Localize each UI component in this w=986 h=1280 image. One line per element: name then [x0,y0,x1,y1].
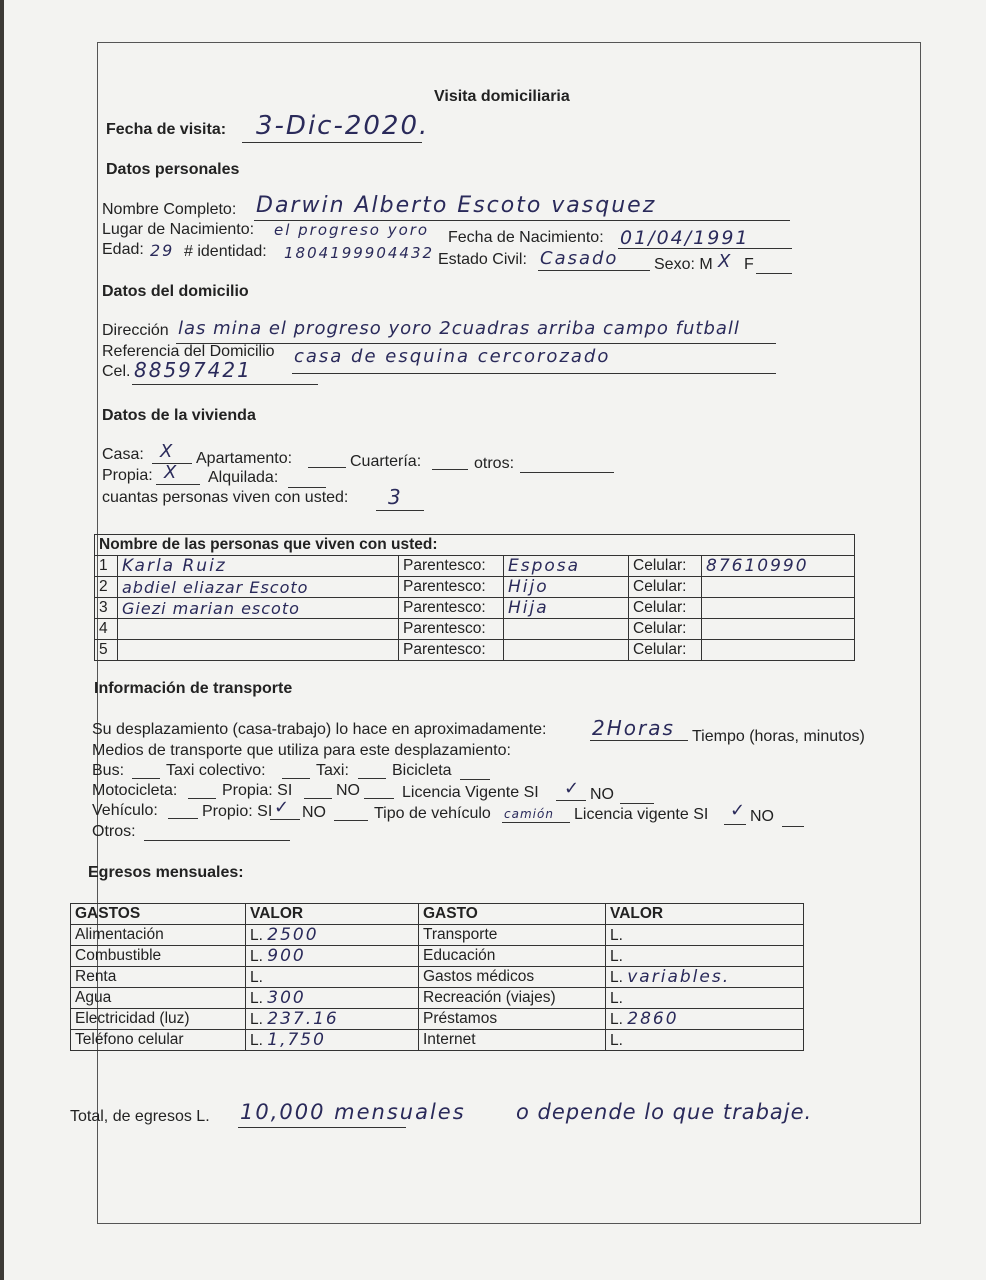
cel-value: 88597421 [134,358,252,382]
domicilio-heading: Datos del domicilio [102,283,249,300]
header-valor-2: VALOR [606,904,804,925]
medios-label: Medios de transporte que utiliza para este desplazamiento: [92,742,511,759]
otros-transporte-underline [144,840,290,841]
tipo-vehiculo-underline [502,822,570,823]
apartamento-underline [308,467,346,468]
personal-heading: Datos personales [106,161,240,178]
moto-no-label: NO [336,782,360,799]
nombre-label: Nombre Completo: [102,201,237,218]
sexo-mark: X [718,251,733,272]
civil-underline [538,270,650,271]
persona-celular [702,619,855,640]
licencia2-label: Licencia vigente SI [574,806,709,823]
valor-cell: variables. [627,967,731,987]
taxi-underline [358,778,386,779]
propia-underline [156,484,200,485]
nombre-value: Darwin Alberto Escoto vasquez [256,193,657,218]
total-label: Total, de egresos L. [70,1108,210,1125]
table-row: Renta L. Gastos médicos L. variables. [71,967,804,988]
moto-no-underline [364,798,394,799]
vehiculo-propio-mark: ✓ [274,797,292,818]
propia-label: Propia: [102,467,153,484]
fnac-underline [618,248,792,249]
vehiculo-no-underline [334,820,368,821]
licencia2-no-underline [782,826,804,827]
persona-parentesco: Esposa [504,556,629,577]
taxi-colectivo-underline [282,778,310,779]
header-gastos: GASTOS [71,904,246,925]
persona-celular [702,598,855,619]
identidad-label: # identidad: [184,243,267,260]
sexo-f-label: F [744,256,754,273]
edad-label: Edad: [102,241,144,258]
bicicleta-label: Bicicleta [392,762,452,779]
licencia2-mark: ✓ [730,800,748,821]
bus-label: Bus: [92,762,125,779]
vehiculo-propio-underline [270,819,300,820]
fnac-label: Fecha de Nacimiento: [448,229,604,246]
direccion-label: Dirección [102,322,169,339]
cuarteria-underline [432,469,468,470]
persona-name [118,640,399,661]
valor-cell: 237.16 [267,1009,339,1029]
vehiculo-label: Vehículo: [92,802,158,819]
licencia2-underline [724,824,746,825]
total-underline [238,1127,406,1128]
licencia-underline [556,800,586,801]
cuarteria-label: Cuartería: [350,453,422,470]
apartamento-label: Apartamento: [196,450,293,467]
persona-parentesco: Hijo [504,577,629,598]
fecha-underline [242,142,422,143]
bicicleta-underline [460,779,490,780]
fecha-label: Fecha de visita: [106,121,227,138]
table-row: 2 abdiel eliazar Escoto Parentesco: Hijo Celular: [95,577,855,598]
licencia-label: Licencia Vigente SI [402,784,539,801]
edad-value: 29 [150,241,175,260]
cel-label: Cel. [102,363,131,380]
tipo-vehiculo-value: camión [504,807,554,821]
persona-parentesco [504,619,629,640]
table-row: Alimentación L. 2500 Transporte L. [71,925,804,946]
sexo-label: Sexo: M [654,256,713,273]
desplazamiento-underline [590,740,688,741]
referencia-label: Referencia del Domicilio [102,343,275,360]
valor-cell: 2500 [267,925,319,945]
vivienda-heading: Datos de la vivienda [102,407,256,424]
desplazamiento-label: Su desplazamiento (casa-trabajo) lo hace en aproximadamente: [92,721,547,738]
sexo-f-underline [756,273,792,274]
valor-cell: 2860 [627,1009,679,1029]
cuantas-value: 3 [388,485,403,509]
lugar-value: el progreso yoro [274,221,430,239]
moto-propia-underline [304,798,332,799]
licencia2-no-label: NO [750,808,774,825]
persona-name: Giezi marian escoto [118,598,399,619]
table-row: 3 Giezi marian escoto Parentesco: Hija Celular: [95,598,855,619]
persona-name: abdiel eliazar Escoto [118,577,399,598]
table-row: Combustible L. 900 Educación L. [71,946,804,967]
referencia-underline [292,373,776,374]
persona-celular [702,640,855,661]
direccion-value: las mina el progreso yoro 2cuadras arriba campo futball [178,318,740,339]
taxi-label: Taxi: [316,762,349,779]
bus-underline [132,778,160,779]
civil-value: Casado [540,248,619,269]
valor-cell: 300 [267,988,306,1008]
vehiculo-no-label: NO [302,804,326,821]
personas-heading: Nombre de las personas que viven con usted: [95,535,855,556]
fnac-value: 01/04/1991 [620,227,750,249]
personas-table [94,534,855,661]
persona-parentesco [504,640,629,661]
document-page [4,0,986,1280]
moto-underline [188,798,216,799]
table-row: Teléfono celular L. 1,750 Internet L. [71,1030,804,1051]
egresos-table [70,903,804,1051]
civil-label: Estado Civil: [438,251,527,268]
casa-mark: X [160,441,175,462]
tipo-vehiculo-label: Tipo de vehículo [374,805,491,822]
persona-parentesco: Hija [504,598,629,619]
identidad-value: 1804199904432 [284,244,435,262]
header-gasto: GASTO [419,904,606,925]
table-row: 4 Parentesco: Celular: [95,619,855,640]
persona-name: Karla Ruiz [118,556,399,577]
licencia-mark: ✓ [564,778,582,799]
licencia-no-underline [620,803,654,804]
persona-name [118,619,399,640]
alquilada-label: Alquilada: [208,469,279,486]
cuantas-label: cuantas personas viven con usted: [102,489,349,506]
otros-transporte-label: Otros: [92,823,136,840]
otros-vivienda-underline [520,472,614,473]
propia-mark: X [164,462,179,483]
vehiculo-propio-label: Propio: SI [202,803,273,820]
desplazamiento-value: 2Horas [592,716,675,740]
valor-cell: 1,750 [267,1030,326,1050]
cel-underline [132,384,318,385]
moto-propia-label: Propia: SI [222,782,293,799]
form-title: Visita domiciliaria [434,88,570,105]
table-row: Electricidad (luz) L. 237.16 Préstamos L. 2860 [71,1009,804,1030]
moto-label: Motocicleta: [92,782,178,799]
table-row: Agua L. 300 Recreación (viajes) L. [71,988,804,1009]
egresos-heading: Egresos mensuales: [88,864,244,881]
licencia-no-label: NO [590,786,614,803]
lugar-label: Lugar de Nacimiento: [102,221,255,238]
desplazamiento-suffix: Tiempo (horas, minutos) [692,728,865,745]
taxi-colectivo-label: Taxi colectivo: [166,762,266,779]
casa-label: Casa: [102,446,144,463]
fecha-value: 3-Dic-2020. [256,111,430,141]
table-row: 1 Karla Ruiz Parentesco: Esposa Celular: 87610990 [95,556,855,577]
persona-celular: 87610990 [702,556,855,577]
total-note: o depende lo que trabaje. [516,1100,813,1124]
valor-cell: 900 [267,946,306,966]
persona-celular [702,577,855,598]
cuantas-underline [376,510,424,511]
referencia-value: casa de esquina cercorozado [294,346,611,367]
header-valor: VALOR [246,904,419,925]
otros-vivienda-label: otros: [474,455,515,472]
alquilada-underline [288,487,326,488]
transporte-heading: Información de transporte [94,680,293,697]
total-value: 10,000 mensuales [240,1100,466,1124]
vehiculo-underline [168,818,198,819]
table-row: 5 Parentesco: Celular: [95,640,855,661]
